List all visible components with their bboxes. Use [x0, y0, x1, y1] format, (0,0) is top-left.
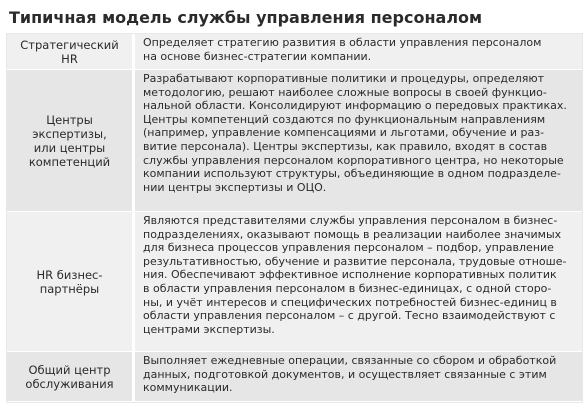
- row-description-strategic-hr: [135, 34, 582, 69]
- label-line: экспертизы,: [32, 126, 107, 141]
- description-line: области управления персоналом – с другой. Тесно взаимодействуют с: [143, 309, 556, 323]
- description-line: Разрабатывают корпоративные политики и процедуры, определяют: [143, 72, 545, 85]
- description-line: результативностью, обучение и развитие персонала, трудовые отноше-: [143, 254, 567, 268]
- description-line: Выполняет ежедневные операции, связанные со сбором и обработкой: [143, 354, 557, 367]
- label-line: компетенций: [28, 154, 111, 169]
- description-line: (например, управление компенсациями и льготами, обучение и раз-: [143, 126, 545, 140]
- description-line: Являются представителями службы управления персоналом в бизнес-: [143, 214, 558, 227]
- description-line: на основе бизнес-стратегии компании.: [143, 49, 372, 63]
- description-line: коммуникации.: [143, 381, 233, 395]
- description-line: для бизнеса процессов управления персоналом – подбор, управление: [143, 241, 554, 255]
- label-line: или центры: [33, 140, 106, 155]
- description-line: данных, подготовкой документов, и осуществляет связанные с этим: [143, 367, 547, 381]
- label-line: Стратегический HR: [20, 37, 119, 66]
- description-line: подразделениях, оказывают помощь в реализации наиболее значимых: [143, 227, 562, 241]
- label-line: HR бизнес-: [36, 267, 103, 282]
- description-line: Определяет стратегию развития в области управления персоналом: [143, 36, 542, 49]
- row-description-shared-service-center: [135, 352, 582, 401]
- table-row-shared-service-center: [7, 352, 582, 402]
- description-line: ния. Обеспечивают эффективное исполнение корпоративных политик: [143, 268, 557, 282]
- label-line: Общий центр: [28, 362, 111, 377]
- row-label-strategic-hr: [7, 34, 135, 69]
- row-label-shared-service-center: [7, 352, 135, 401]
- row-description-expertise-centers: [135, 70, 582, 211]
- description-line: нии центры экспертизы и ОЦО.: [143, 180, 327, 194]
- hr-model-table: [6, 33, 583, 403]
- description-line: витие персонала). Центры экспертизы, как правило, входят в состав: [143, 139, 548, 153]
- description-line: методологию, решают наиболее сложные вопросы в своей функцио-: [143, 85, 547, 99]
- row-description-hr-business-partners: [135, 212, 582, 351]
- description-line: в области управления персоналом в бизнес-единицах, с одной сторо-: [143, 281, 552, 295]
- table-row-strategic-hr: [7, 34, 582, 70]
- table-row-hr-business-partners: [7, 212, 582, 352]
- label-line: обслуживания: [25, 376, 114, 391]
- row-label-expertise-centers: [7, 70, 135, 211]
- row-label-hr-business-partners: [7, 212, 135, 351]
- description-line: нальной области. Консолидируют информацию о передовых практиках.: [143, 99, 567, 113]
- table-row-expertise-centers: [7, 70, 582, 212]
- description-line: службы управления персоналом корпоративного центра, но некоторые: [143, 153, 564, 167]
- page-title: Типичная модель службы управления персоналом: [9, 8, 483, 27]
- label-line: партнёры: [39, 281, 100, 296]
- description-line: Центры компетенций создаются по функциональным направлениям: [143, 112, 546, 126]
- description-line: центрами экспертизы.: [143, 322, 275, 336]
- label-line: Центры: [46, 112, 93, 127]
- description-line: ны, и учёт интересов и специфических потребностей бизнес-единиц в: [143, 295, 557, 309]
- description-line: компании используют структуры, объединяющие в одном подразделе-: [143, 167, 561, 181]
